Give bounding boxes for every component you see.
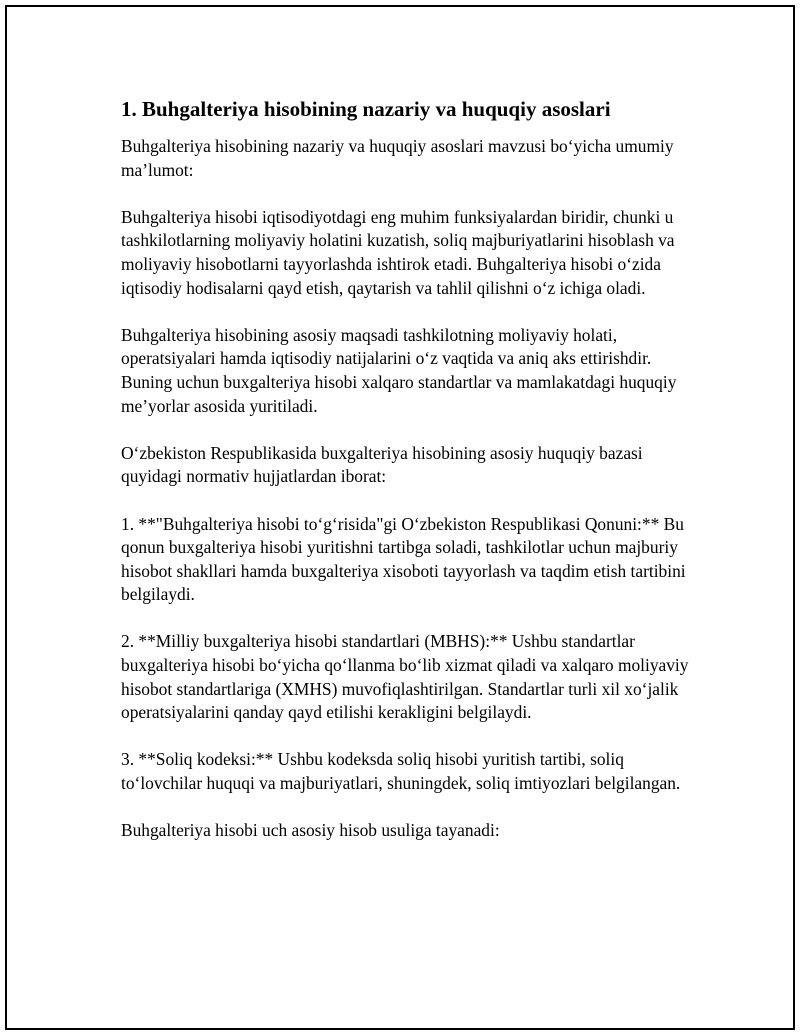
definition-paragraph: Buhgalteriya hisobi iqtisodiyotdagi eng muhim funksiyalardan biridir, chunki u tashkilotlarning moliyaviy holatini kuzatish, soliq majburiyatlarini hisoblash va moliyaviy hisobotlarni tayyorlashda ishtirok etadi. Buhgalteriya hisobi o‘zida iqtisodiy hodisalarni qayd etish, qaytarish va tahlil qilishni o‘z ichiga oladi. [121, 206, 675, 298]
intro-paragraph: Buhgalteriya hisobining nazariy va huquqiy asoslari mavzusi bo‘yicha umumiy ma’lumot: [121, 136, 674, 180]
legal-basis-paragraph: O‘zbekiston Respublikasida buxgalteriya hisobining asosiy huquqiy bazasi quyidagi normativ hujjatlardan iborat: [121, 442, 643, 487]
section-heading: 1. Buhgalteriya hisobining nazariy va huquqiy asoslari [121, 97, 611, 121]
list-item-law: 1. **"Buhgalteriya hisobi to‘g‘risida"gi O‘zbekiston Respublikasi Qonuni:** Bu qonun buxgalteriya hisobi yuritishni tartibga soladi, tashkilotlar uchun majburiy hisobot shakllari hamda buxgalteriya xisoboti tayyorlash va taqdim etish tartibini belgilaydi. [121, 513, 686, 605]
closing-paragraph: Buhgalteriya hisobi uch asosiy hisob usuliga tayanadi: [121, 820, 500, 841]
list-item-tax-code: 3. **Soliq kodeksi:** Ushbu kodeksda soliq hisobi yuritish tartibi, soliq to‘lovchilar huquqi va majburiyatlari, shuningdek, soliq imtiyozlari belgilangan. [121, 749, 681, 794]
document-page [5, 5, 795, 1030]
purpose-paragraph: Buhgalteriya hisobining asosiy maqsadi tashkilotning moliyaviy holati, operatsiyalari hamda iqtisodiy natijalarini o‘z vaqtida va aniq aks ettirishdir. Buning uchun buxgalteriya hisobi xalqaro standartlar va mamlakatdagi huquqiy me’yorlar asosida yuritiladi. [121, 324, 677, 416]
list-item-standards: 2. **Milliy buxgalteriya hisobi standartlari (MBHS):** Ushbu standartlar buxgalteriya hisobi bo‘yicha qo‘llanma bo‘lib xizmat qiladi va xalqaro moliyaviy hisobot standartlariga (XMHS) muvofiqlashtirilgan. Standartlar turli xil xo‘jalik operatsiyalarini qanday qayd etilishi kerakligini belgilaydi. [121, 631, 689, 723]
document-body [121, 95, 691, 866]
